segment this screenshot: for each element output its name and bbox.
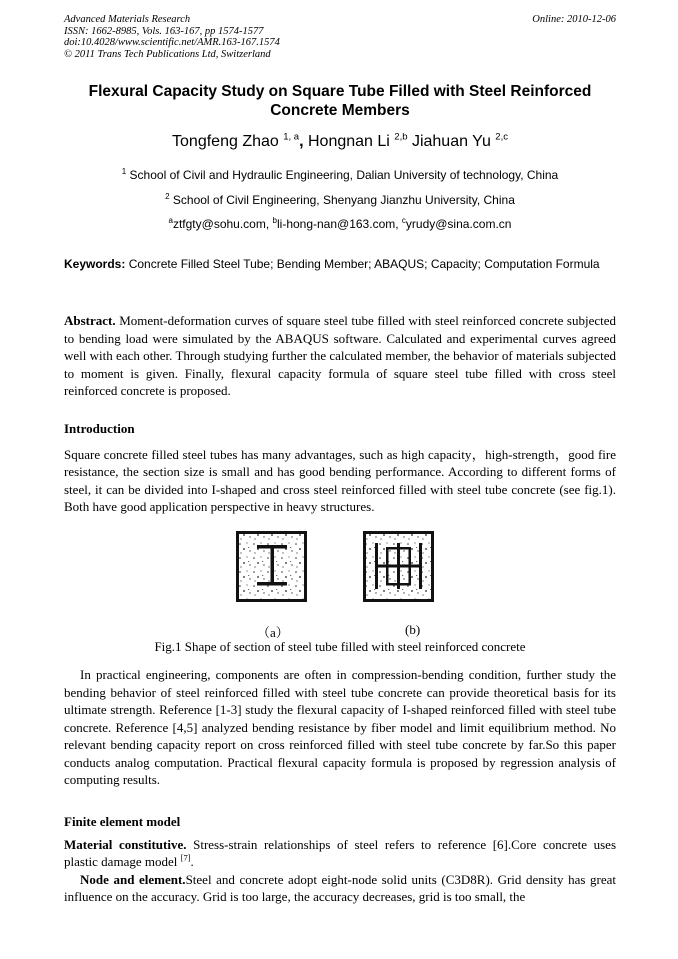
figure-1-drawing [0, 527, 678, 637]
email-address[interactable]: ztfgty@sohu.com, [172, 217, 273, 231]
online-date: Online: 2010-12-06 [532, 14, 616, 25]
node-paragraph [64, 871, 616, 906]
figure-caption: Fig.1 Shape of section of steel tube filled with steel reinforced concrete [154, 639, 526, 654]
node-label: Node and element. [80, 871, 186, 887]
material-ref: [7] [180, 852, 191, 863]
figure-label-a: （a） [257, 625, 289, 640]
figure-1 [0, 527, 678, 657]
author-sup: 2,c [495, 131, 508, 143]
keywords-label: Keywords: [64, 257, 126, 271]
intro-paragraph: Square concrete filled steel tubes has many advantages, such as high capacity，high-strength，good fire resistance, the section size is small and has good bending performance. According to different forms of steel, it can be divided into I-shaped and cross steel reinforced filled with steel tube concrete (see fig.1). Both have good application perspective in heavy structures. [64, 446, 616, 514]
email-sup: a [168, 216, 173, 225]
affiliation-sup: 2 [165, 192, 170, 201]
affiliation-text: School of Civil Engineering, Shenyang Jianzhu University, China [169, 193, 515, 207]
email-address[interactable]: li-hong-nan@163.com, [276, 217, 402, 231]
author-sup: 2,b [394, 131, 408, 143]
abstract [64, 312, 616, 400]
keywords [64, 256, 616, 274]
section-b-cross [363, 531, 434, 602]
author-list [64, 133, 616, 151]
email-line [64, 217, 616, 231]
section-a-i-shaped [236, 531, 307, 602]
author-name: Tongfeng Zhao [172, 133, 284, 150]
fem-heading: Finite element model [64, 814, 181, 829]
paragraph-practical-engineering [64, 666, 616, 789]
email-sup: c [401, 216, 406, 225]
abstract-label: Abstract. [64, 313, 116, 328]
intro-heading: Introduction [64, 421, 135, 436]
paragraph-2: In practical engineering, components are often in compression-bending condition, further study the bending behavior of steel reinforced filled with steel tube concrete can provide theoretical basis for its ultimate strength. Reference [1-3] study the flexural capacity of I-shaped reinforced filled with steel tube concrete. Reference [4,5] analyzed bending resistance by fiber model and limit equilibrium method. No relevant bending capacity report on cross reinforced filled with steel tube concrete by far.So this paper conducts analog computation. Practical flexural capacity formula is proposed by regression analysis of computing results. [64, 667, 616, 787]
doi-line: doi:10.4028/www.scientific.net/AMR.163-167.1574 [64, 37, 280, 48]
figure-label-b: (b) [405, 622, 421, 637]
issn-line: ISSN: 1662-8985, Vols. 163-167, pp 1574-1577 [64, 25, 264, 37]
email-address[interactable]: yrudy@sina.com.cn [405, 217, 512, 231]
author-name: Hongnan Li [307, 133, 395, 150]
author-name: Jiahuan Yu [407, 133, 496, 150]
node-text: Steel and concrete adopt eight-node solid units (C3D8R). Grid density has great influence on the accuracy. Grid is too large, the accuracy decreases, grid is too small, the [64, 871, 616, 904]
email-sup: b [272, 216, 277, 225]
fem-section [64, 813, 616, 906]
material-end: . [190, 854, 194, 869]
keywords-text: Concrete Filled Steel Tube; Bending Member; ABAQUS; Capacity; Computation Formula [125, 257, 600, 271]
title-line-1: Flexural Capacity Study on Square Tube Filled with Steel Reinforced [88, 83, 592, 100]
author-sup: 1, a [283, 131, 300, 143]
affiliation-2 [64, 193, 616, 207]
abstract-text: Moment-deformation curves of square steel tube filled with steel reinforced concrete subjected to bending load were simulated by the ABAQUS software. Calculated and experimental curves agreed well with each other. Through studying further the calculated member, the behavior of materials subjected to moment is given. Finally, flexural capacity formula of square steel tube filled with cross steel reinforced concrete is proposed. [64, 313, 616, 398]
affiliation-1 [64, 168, 616, 182]
journal-header [64, 14, 616, 60]
title-line-2: Concrete Members [270, 102, 410, 119]
author-separator: , [299, 133, 308, 150]
material-paragraph [64, 836, 616, 871]
material-label: Material constitutive. [64, 836, 187, 852]
journal-name: Advanced Materials Research [64, 14, 191, 25]
introduction-section [64, 420, 616, 516]
paper-title [64, 82, 616, 120]
copyright-line: © 2011 Trans Tech Publications Ltd, Switzerland [64, 48, 271, 60]
material-text: Stress-strain relationships of steel refers to reference [6].Core concrete uses plastic damage model [64, 836, 617, 869]
affiliation-sup: 1 [121, 167, 127, 176]
affiliation-text: School of Civil and Hydraulic Engineering, Dalian University of technology, China [126, 168, 559, 182]
